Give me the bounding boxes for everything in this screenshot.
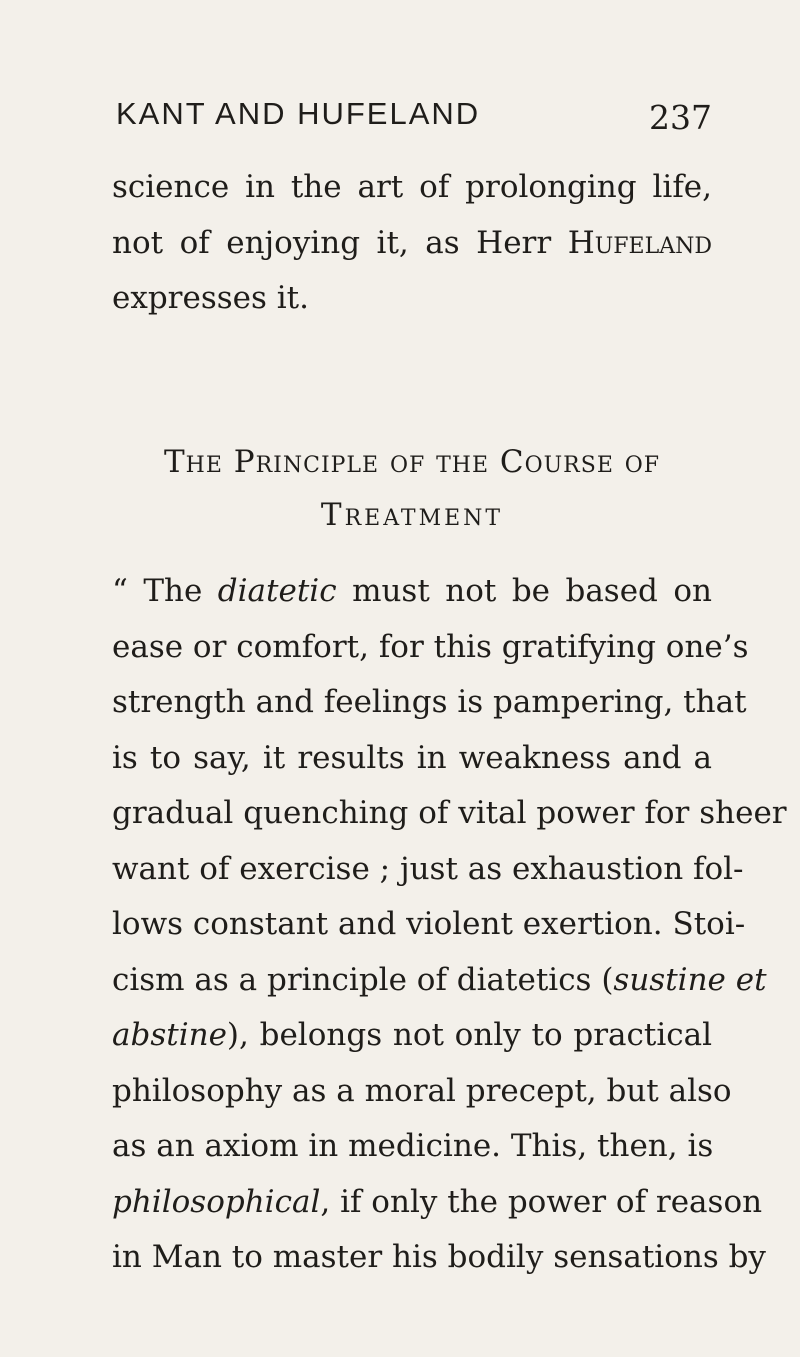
paragraph-continuation [112,160,712,327]
italic-term: philosophical [112,1183,321,1220]
section-heading [112,436,712,542]
text-line: in Man to master his bodily sensations by [112,1239,766,1275]
running-title: KANT AND HUFELAND [116,96,481,131]
running-head [112,96,712,140]
text-line: science in the art of prolonging life, [112,169,712,205]
italic-term: sustine et [613,961,767,998]
text-line: expresses it. [112,280,309,316]
text-line: “ The diatetic must not be based on [112,573,712,609]
text-line: as an axiom in medicine. This, then, is [112,1128,714,1164]
text-line: ease or comfort, for this gratifying one’s [112,628,749,665]
page-number: 237 [649,98,712,137]
text-line: lows constant and violent exertion. Stoi- [112,906,746,942]
italic-term: abstine [112,1017,227,1053]
text-line: not of enjoying it, as Herr Hufeland [112,224,713,261]
author-name-smallcaps: Hufeland [567,224,713,261]
text-line: gradual quenching of vital power for sheer [112,795,787,831]
text-line: cism as a principle of diatetics (sustine et [112,961,767,998]
text-line: want of exercise ; just as exhaustion fol- [112,850,744,887]
italic-term: diatetic [217,573,337,609]
paragraph-quotation [112,564,787,1286]
text-line: philosophy as a moral precept, but also [112,1072,732,1109]
text-line: strength and feelings is pampering, that [112,684,747,720]
section-heading-line: The Principle of the Course of [163,444,661,480]
section-heading-line: Treatment [320,497,504,533]
text-line: philosophical, if only the power of reason [112,1183,763,1220]
text-line: is to say, it results in weakness and a [112,739,712,776]
text-line: abstine), belongs not only to practical [112,1017,712,1053]
